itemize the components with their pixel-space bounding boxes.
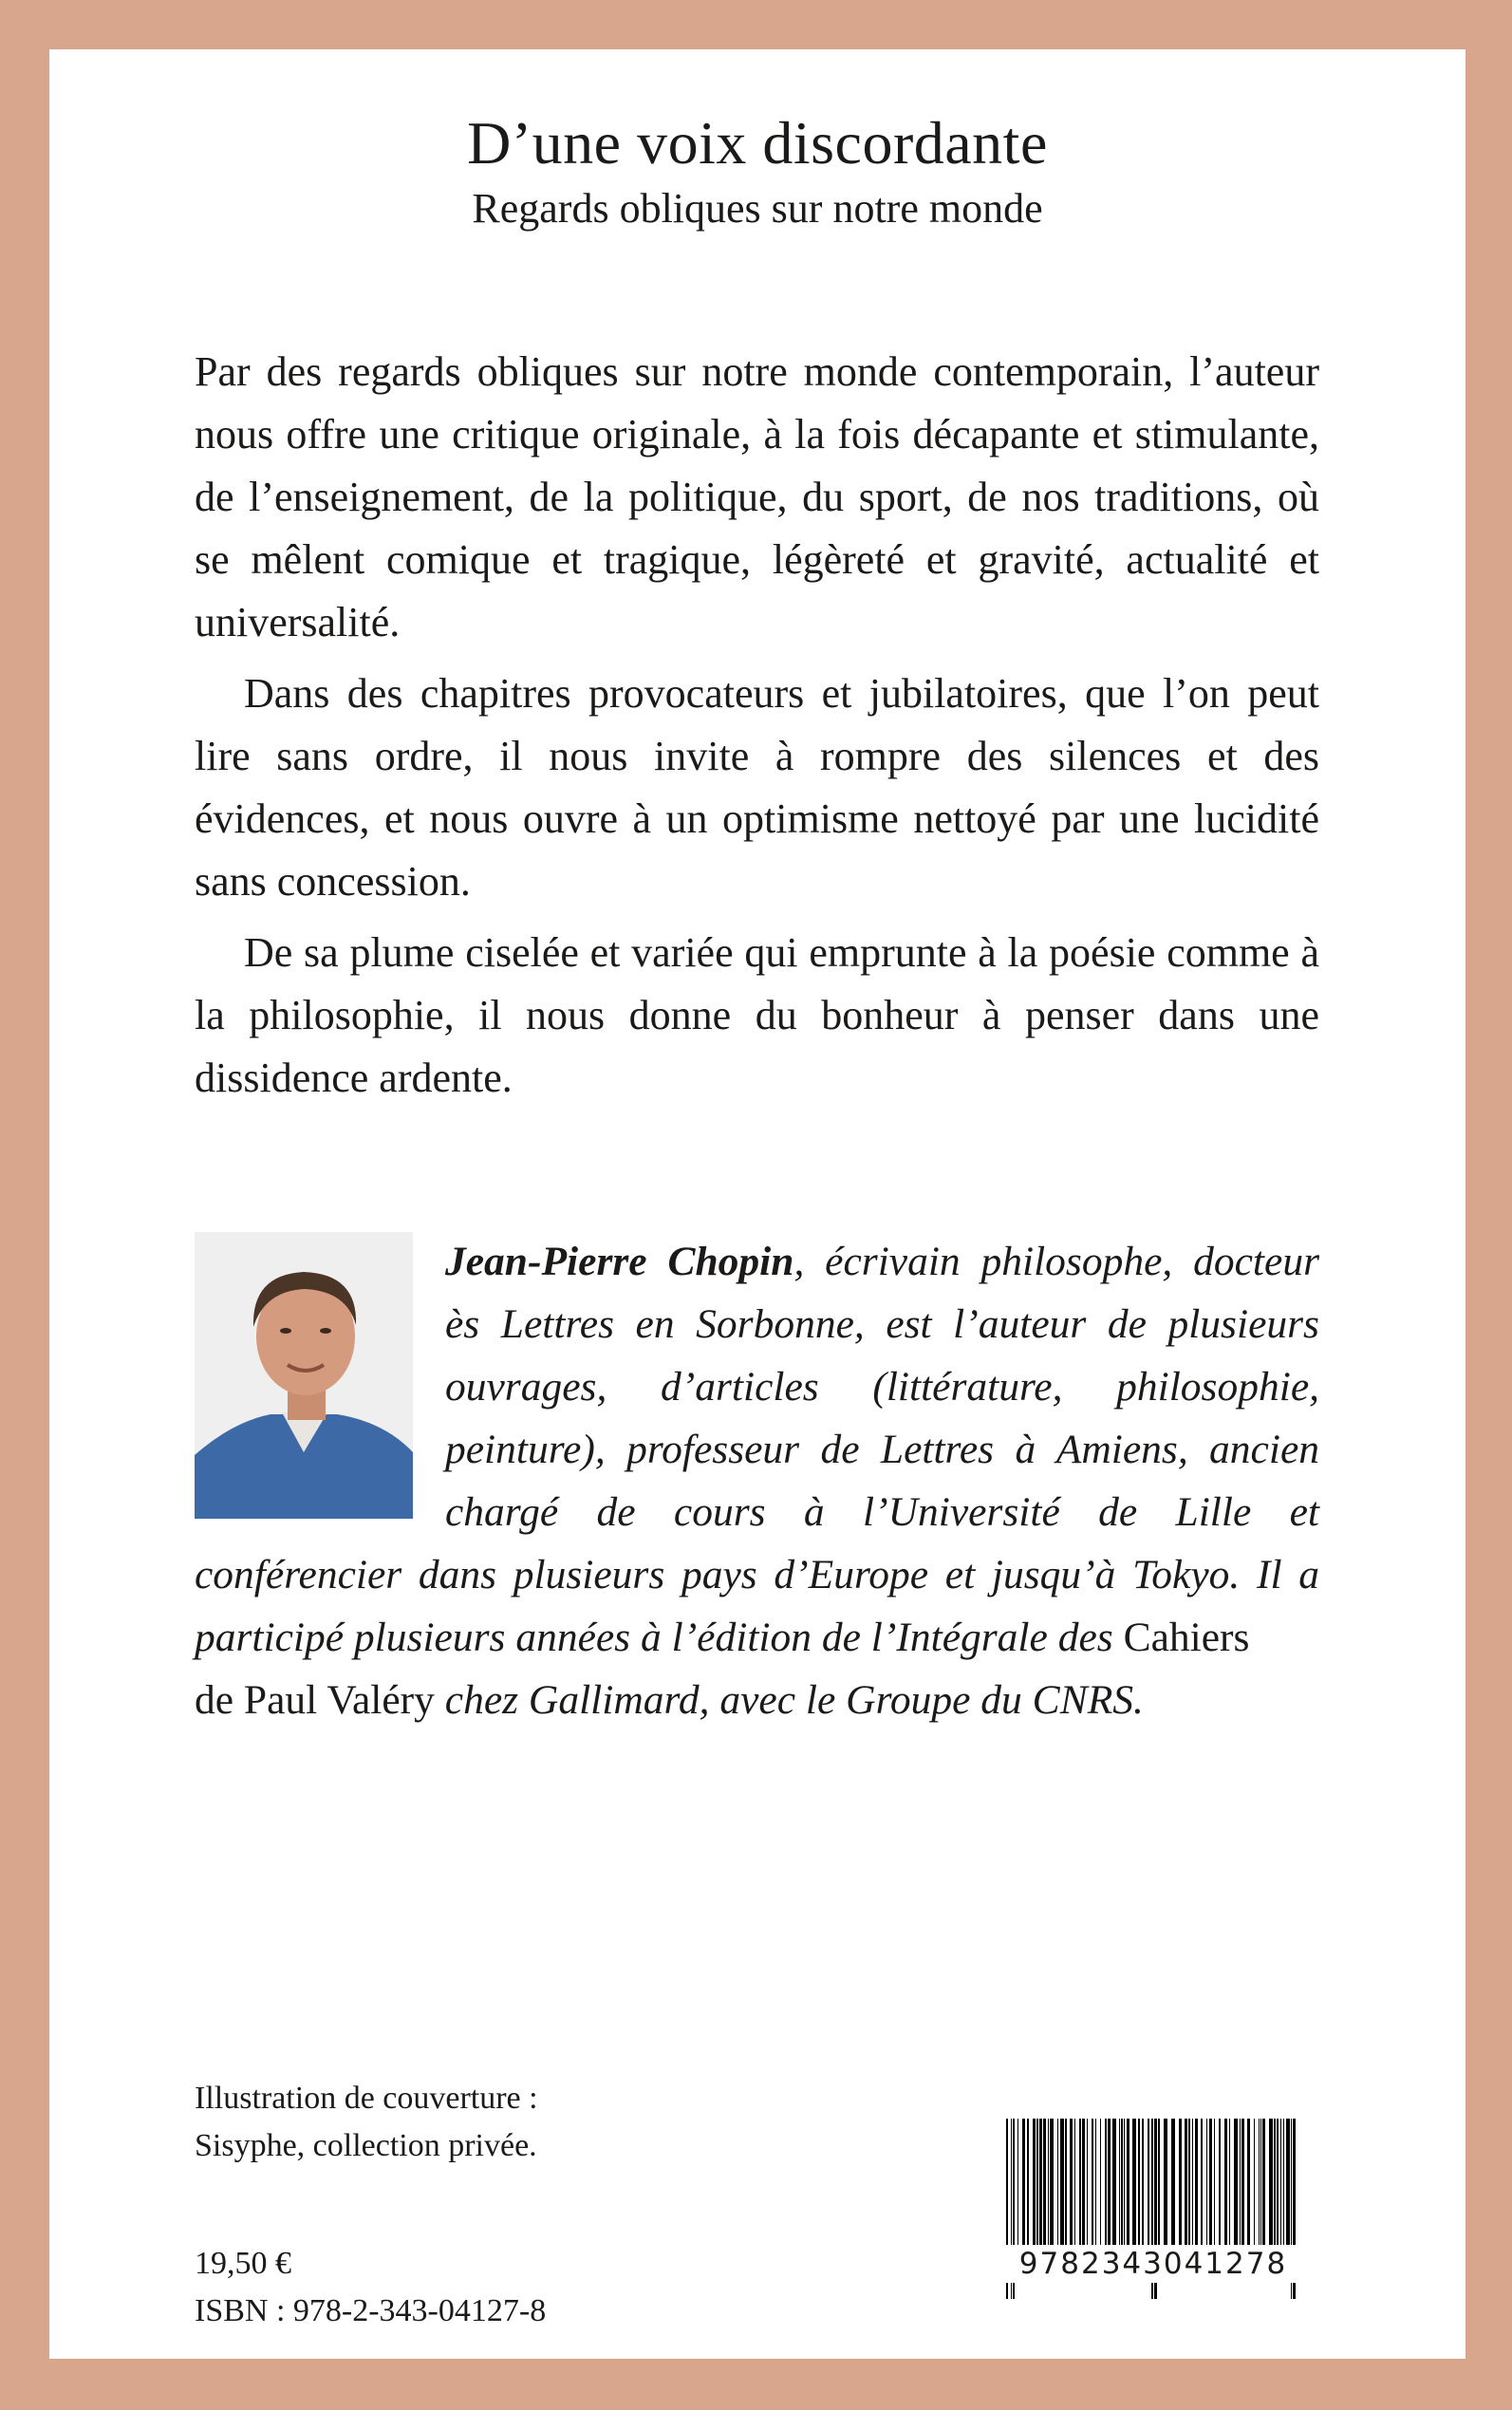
credit-line-1: Illustration de couverture :	[195, 2081, 538, 2116]
blurb-paragraph-2: Dans des chapitres provocateurs et jubilatoires, que l’on peut lire sans ordre, il nous invite à rompre des silences et des évidences, et nous ouvre à un optimisme nettoyé par une lucidité sans concession.	[195, 670, 1319, 905]
bio-work-title-1: Cahiers	[1123, 1615, 1250, 1660]
barcode-digits: 9782343041278	[1000, 2245, 1306, 2283]
book-subtitle: Regards obliques sur notre monde	[472, 185, 1043, 232]
credit-line-2: Sisyphe, collection privée.	[195, 2128, 537, 2163]
blurb	[195, 341, 1319, 1110]
price-amount: 19,50 €	[195, 2246, 291, 2281]
book-title: D’une voix discordante	[467, 109, 1048, 177]
author-name: Jean-Pierre Chopin	[445, 1239, 794, 1284]
isbn-text: ISBN : 978-2-343-04127-8	[195, 2293, 547, 2328]
back-cover	[49, 49, 1465, 2359]
blurb-paragraph-1: Par des regards obliques sur notre monde contemporain, l’auteur nous offre une critique originale, à la fois décapante et stimulante, de l’enseignement, de la politique, du sport, de nos traditions, où se mêlent comique et tragique, légèreté et gravité, actualité et universalité.	[195, 348, 1319, 645]
cover-credit	[195, 2075, 538, 2170]
author-photo	[195, 1232, 413, 1519]
author-bio	[195, 1230, 1319, 1731]
price-block	[195, 2240, 546, 2335]
bio-work-title-2: de Paul Valéry	[195, 1677, 435, 1723]
blurb-paragraph-3: De sa plume ciselée et variée qui emprunte à la poésie comme à la philosophie, il nous donne du bonheur à penser dans une dissidence ardente.	[195, 929, 1319, 1101]
bio-text-part-1: , écrivain philosophe, docteur ès Lettres en Sorbonne, est l’auteur de plusieurs ouvrages, d’articles (littérature, philosophie, peinture), professeur de Lettres à Amiens, ancien chargé de cours à l’Université de Lille et conférencier dans plusieurs pays d’Europe et jusqu’à Tokyo. Il a participé plusieurs années à l’édition de l’Intégrale des	[195, 1239, 1319, 1660]
bio-text-part-2: chez Gallimard, avec le Groupe du CNRS.	[434, 1677, 1144, 1723]
